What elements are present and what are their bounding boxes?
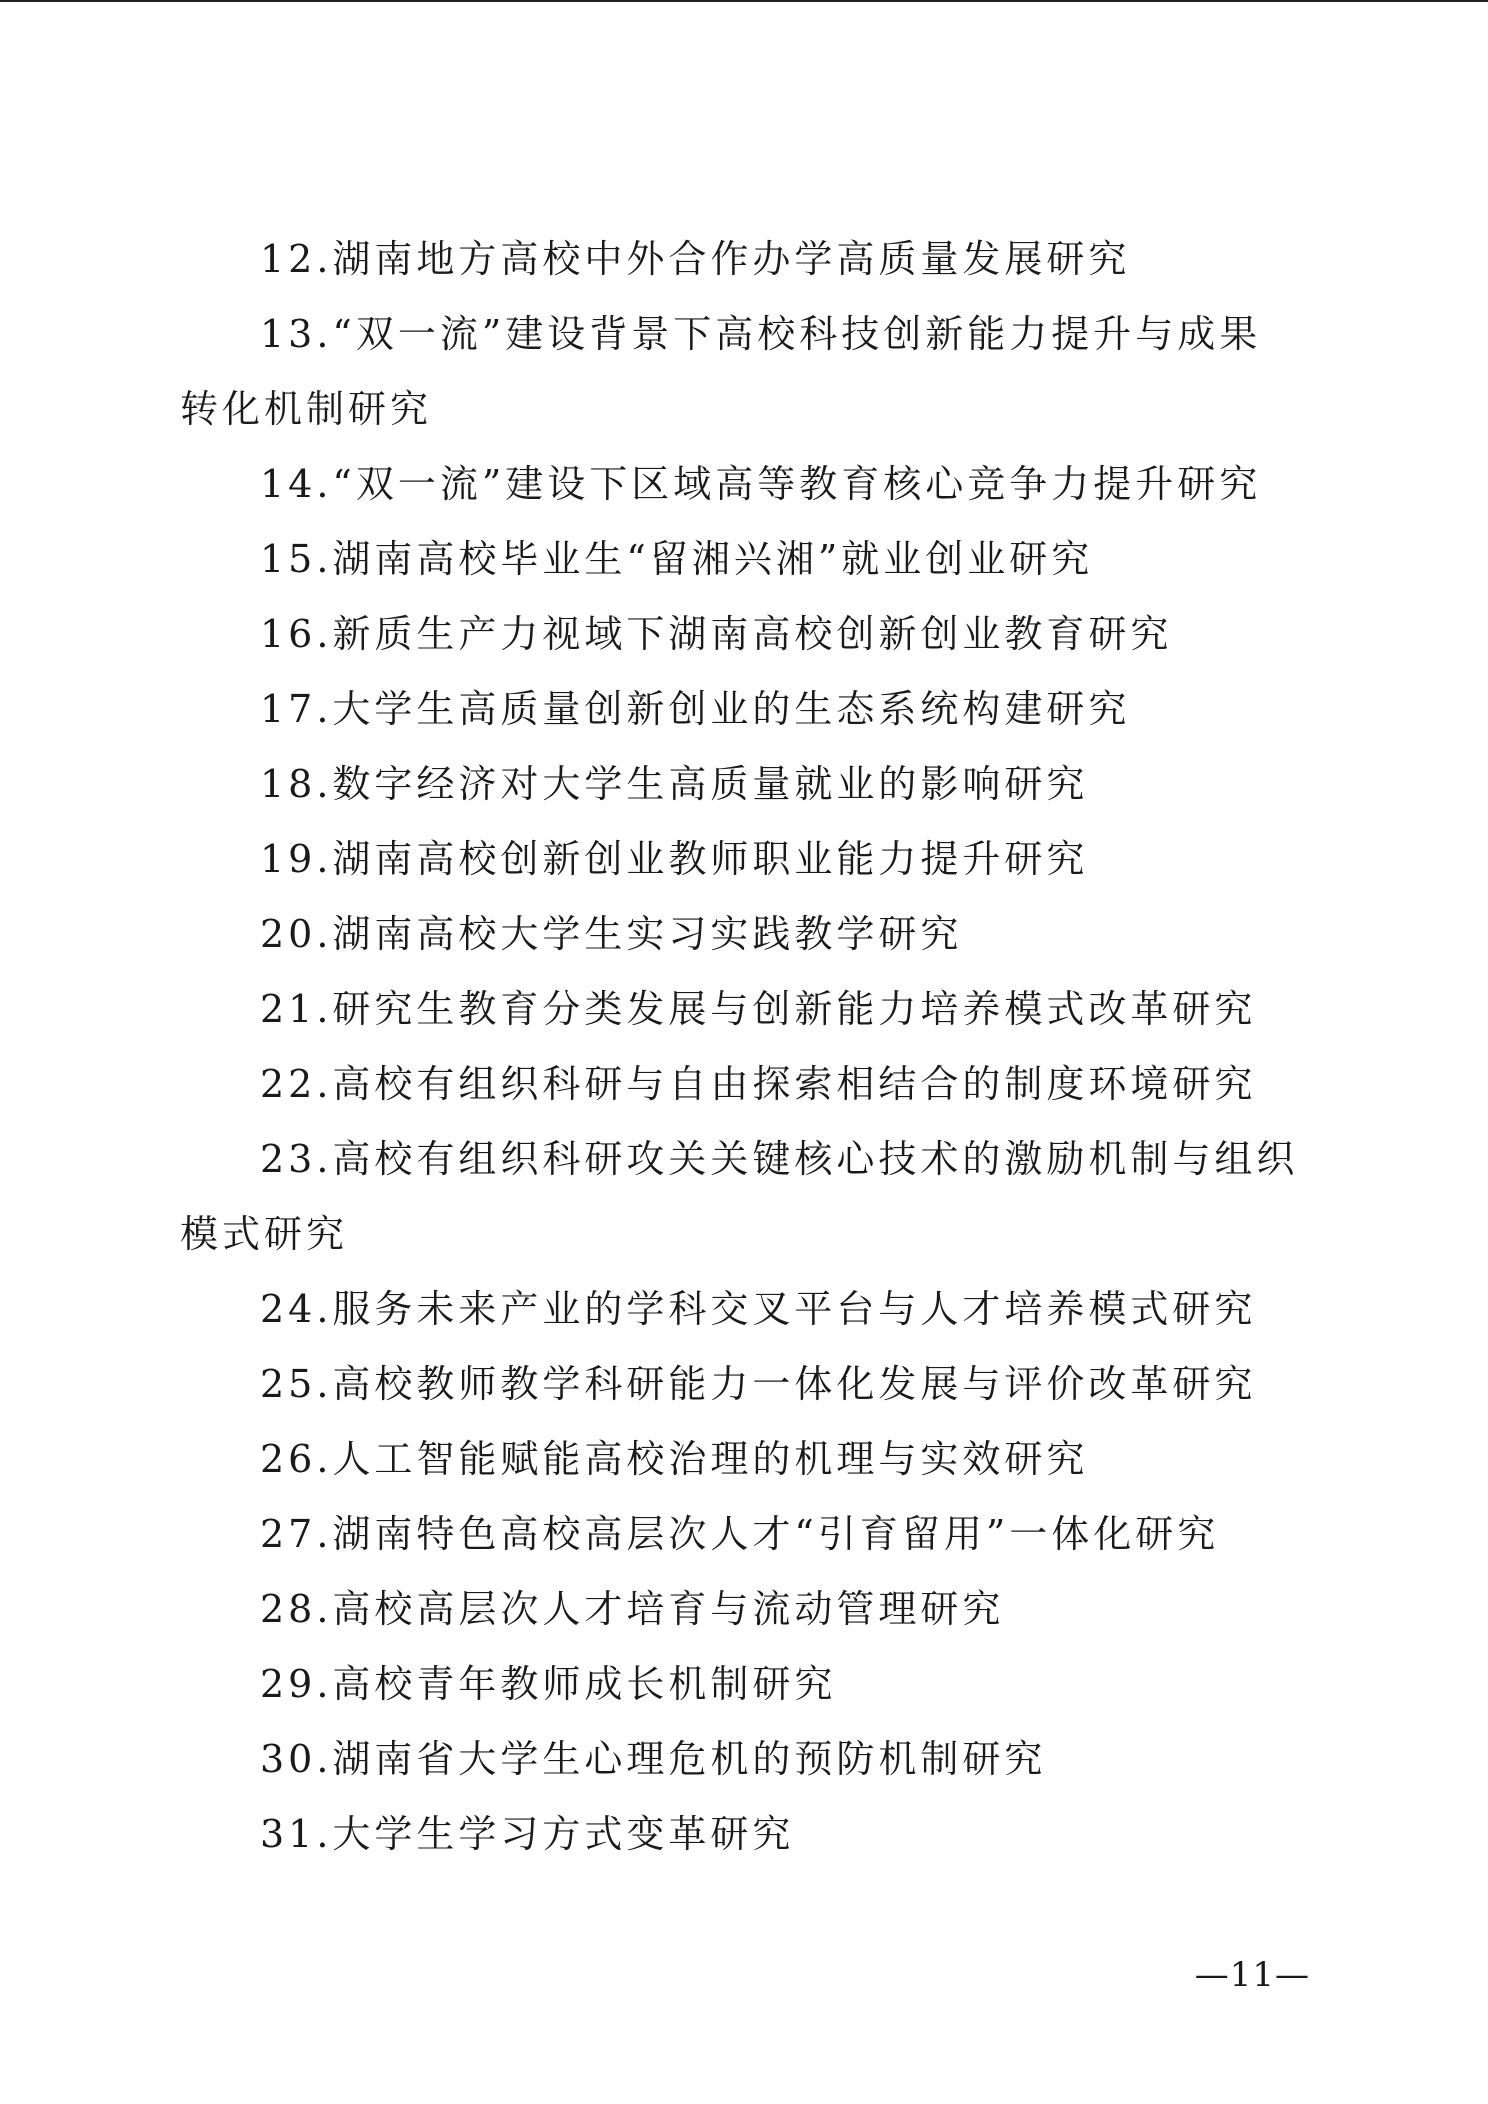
list-item: 30.湖南省大学生心理危机的预防机制研究 [260,1737,1047,1781]
list-item: 21.研究生教育分类发展与创新能力培养模式改革研究 [260,987,1257,1031]
list-item: 31.大学生学习方式变革研究 [260,1812,795,1856]
list-item: 24.服务未来产业的学科交叉平台与人才培养模式研究 [260,1287,1257,1331]
page-number: —11— [1194,1955,1310,1995]
list-item: 26.人工智能赋能高校治理的机理与实效研究 [260,1437,1089,1481]
list-item: 23.高校有组织科研攻关关键核心技术的激励机制与组织模式研究 [180,1137,1299,1256]
list-item: 27.湖南特色高校高层次人才“引育留用”一体化研究 [260,1512,1220,1556]
topic-list [180,222,1300,1872]
list-item: 28.高校高层次人才培育与流动管理研究 [260,1587,1005,1631]
list-item: 22.高校有组织科研与自由探索相结合的制度环境研究 [260,1062,1257,1106]
list-item: 13.“双一流”建设背景下高校科技创新能力提升与成果转化机制研究 [180,312,1262,431]
list-item: 29.高校青年教师成长机制研究 [260,1662,837,1706]
list-item: 19.湖南高校创新创业教师职业能力提升研究 [260,837,1089,881]
list-item: 25.高校教师教学科研能力一体化发展与评价改革研究 [260,1362,1257,1406]
list-item: 15.湖南高校毕业生“留湘兴湘”就业创业研究 [260,537,1094,581]
list-item: 12.湖南地方高校中外合作办学高质量发展研究 [260,237,1131,281]
list-item: 16.新质生产力视域下湖南高校创新创业教育研究 [260,612,1173,656]
list-item: 17.大学生高质量创新创业的生态系统构建研究 [260,687,1131,731]
list-item: 14.“双一流”建设下区域高等教育核心竞争力提升研究 [260,462,1262,506]
list-item: 20.湖南高校大学生实习实践教学研究 [260,912,963,956]
list-item: 18.数字经济对大学生高质量就业的影响研究 [260,762,1089,806]
